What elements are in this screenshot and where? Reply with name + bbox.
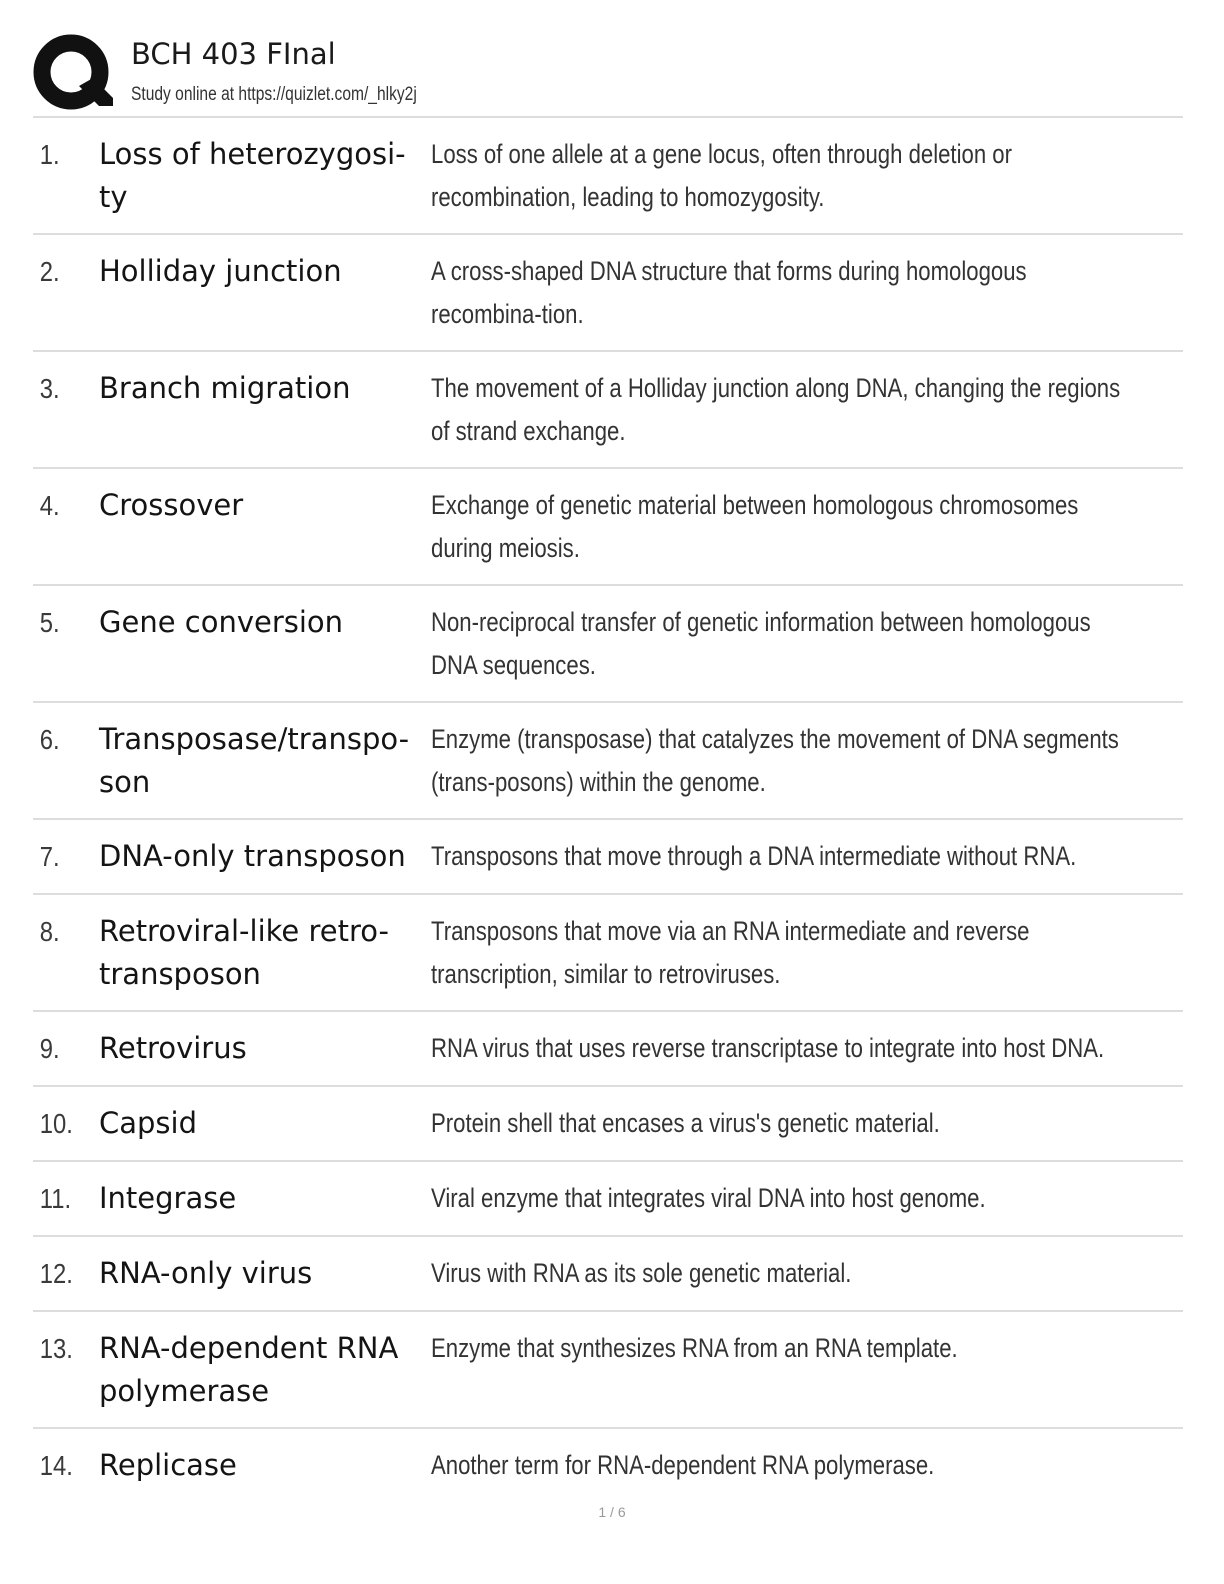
term-definition: Enzyme that synthesizes RNA from an RNA template. [431,1333,958,1363]
term-number: 10. [39,1108,73,1139]
term-row [33,1312,1183,1429]
term-definition-cell [431,250,1183,336]
term-definition-cell [431,910,1183,996]
term-row [33,586,1183,703]
term-number: 1. [39,139,60,170]
term-name: Crossover [99,488,244,522]
term-definition: Virus with RNA as its sole genetic material. [431,1258,852,1288]
term-name: Loss of heterozygosi-ty [99,137,406,214]
term-definition: Enzyme (transposase) that catalyzes the movement of DNA segments (trans-posons) within the genome. [431,724,1119,797]
term-definition-cell [431,1444,1183,1487]
term-definition-cell [431,1027,1183,1070]
term-number: 14. [39,1450,73,1481]
term-definition-cell [431,601,1183,687]
term-row [33,1429,1183,1504]
term-number: 3. [39,373,60,404]
study-online-link[interactable]: Study online at https://quizlet.com/_hlky2j [131,84,417,105]
term-definition: Viral enzyme that integrates viral DNA into host genome. [431,1183,986,1213]
term-definition-cell [431,1327,1183,1370]
term-name: Retrovirus [99,1031,247,1065]
term-row [33,820,1183,895]
term-number: 2. [39,256,60,287]
term-name: Replicase [99,1448,237,1482]
term-list [33,116,1183,1504]
term-row [33,469,1183,586]
term-name: RNA-dependent RNA polymerase [99,1331,399,1408]
term-row [33,1162,1183,1237]
term-row [33,1087,1183,1162]
term-name: Capsid [99,1106,198,1140]
term-name: Branch migration [99,371,351,405]
term-number: 12. [39,1258,73,1289]
term-number: 8. [39,916,60,947]
quizlet-logo-icon [33,34,113,114]
term-row [33,895,1183,1012]
page-title: BCH 403 FInal [131,37,336,71]
term-number: 11. [39,1183,72,1214]
term-definition-cell [431,484,1183,570]
term-number: 4. [39,490,60,521]
term-definition: RNA virus that uses reverse transcriptase to integrate into host DNA. [431,1033,1105,1063]
term-row [33,1237,1183,1312]
term-definition: A cross-shaped DNA structure that forms during homologous recombina-tion. [431,256,1027,329]
term-definition-cell [431,718,1183,804]
term-row [33,1012,1183,1087]
term-definition: Loss of one allele at a gene locus, often through deletion or recombination, leading to homozygosity. [431,139,1012,212]
term-name: Transposase/transpo-son [99,722,410,799]
term-number: 13. [39,1333,73,1364]
term-definition: Non-reciprocal transfer of genetic information between homologous DNA sequences. [431,607,1091,680]
term-name: Integrase [99,1181,237,1215]
page-header [33,34,1183,114]
term-number: 6. [39,724,60,755]
term-definition: Protein shell that encases a virus's genetic material. [431,1108,940,1138]
term-definition: Transposons that move via an RNA intermediate and reverse transcription, similar to retroviruses. [431,916,1030,989]
term-number: 7. [39,841,60,872]
term-name: Retroviral-like retro-transposon [99,914,389,991]
term-definition: Transposons that move through a DNA intermediate without RNA. [431,841,1077,871]
term-row [33,118,1183,235]
term-name: Gene conversion [99,605,344,639]
term-definition: Another term for RNA-dependent RNA polymerase. [431,1450,935,1480]
page-number: 1 / 6 [598,1504,626,1520]
term-name: Holliday junction [99,254,342,288]
term-name: RNA-only virus [99,1256,313,1290]
term-definition-cell [431,133,1183,219]
term-definition-cell [431,1102,1183,1145]
term-name: DNA-only transposon [99,839,406,873]
term-row [33,235,1183,352]
term-row [33,352,1183,469]
term-definition-cell [431,835,1183,878]
term-definition: Exchange of genetic material between homologous chromosomes during meiosis. [431,490,1079,563]
term-definition-cell [431,1252,1183,1295]
term-number: 9. [39,1033,60,1064]
term-definition-cell [431,367,1183,453]
term-definition: The movement of a Holliday junction along DNA, changing the regions of strand exchange. [431,373,1121,446]
term-row [33,703,1183,820]
term-definition-cell [431,1177,1183,1220]
term-number: 5. [39,607,60,638]
